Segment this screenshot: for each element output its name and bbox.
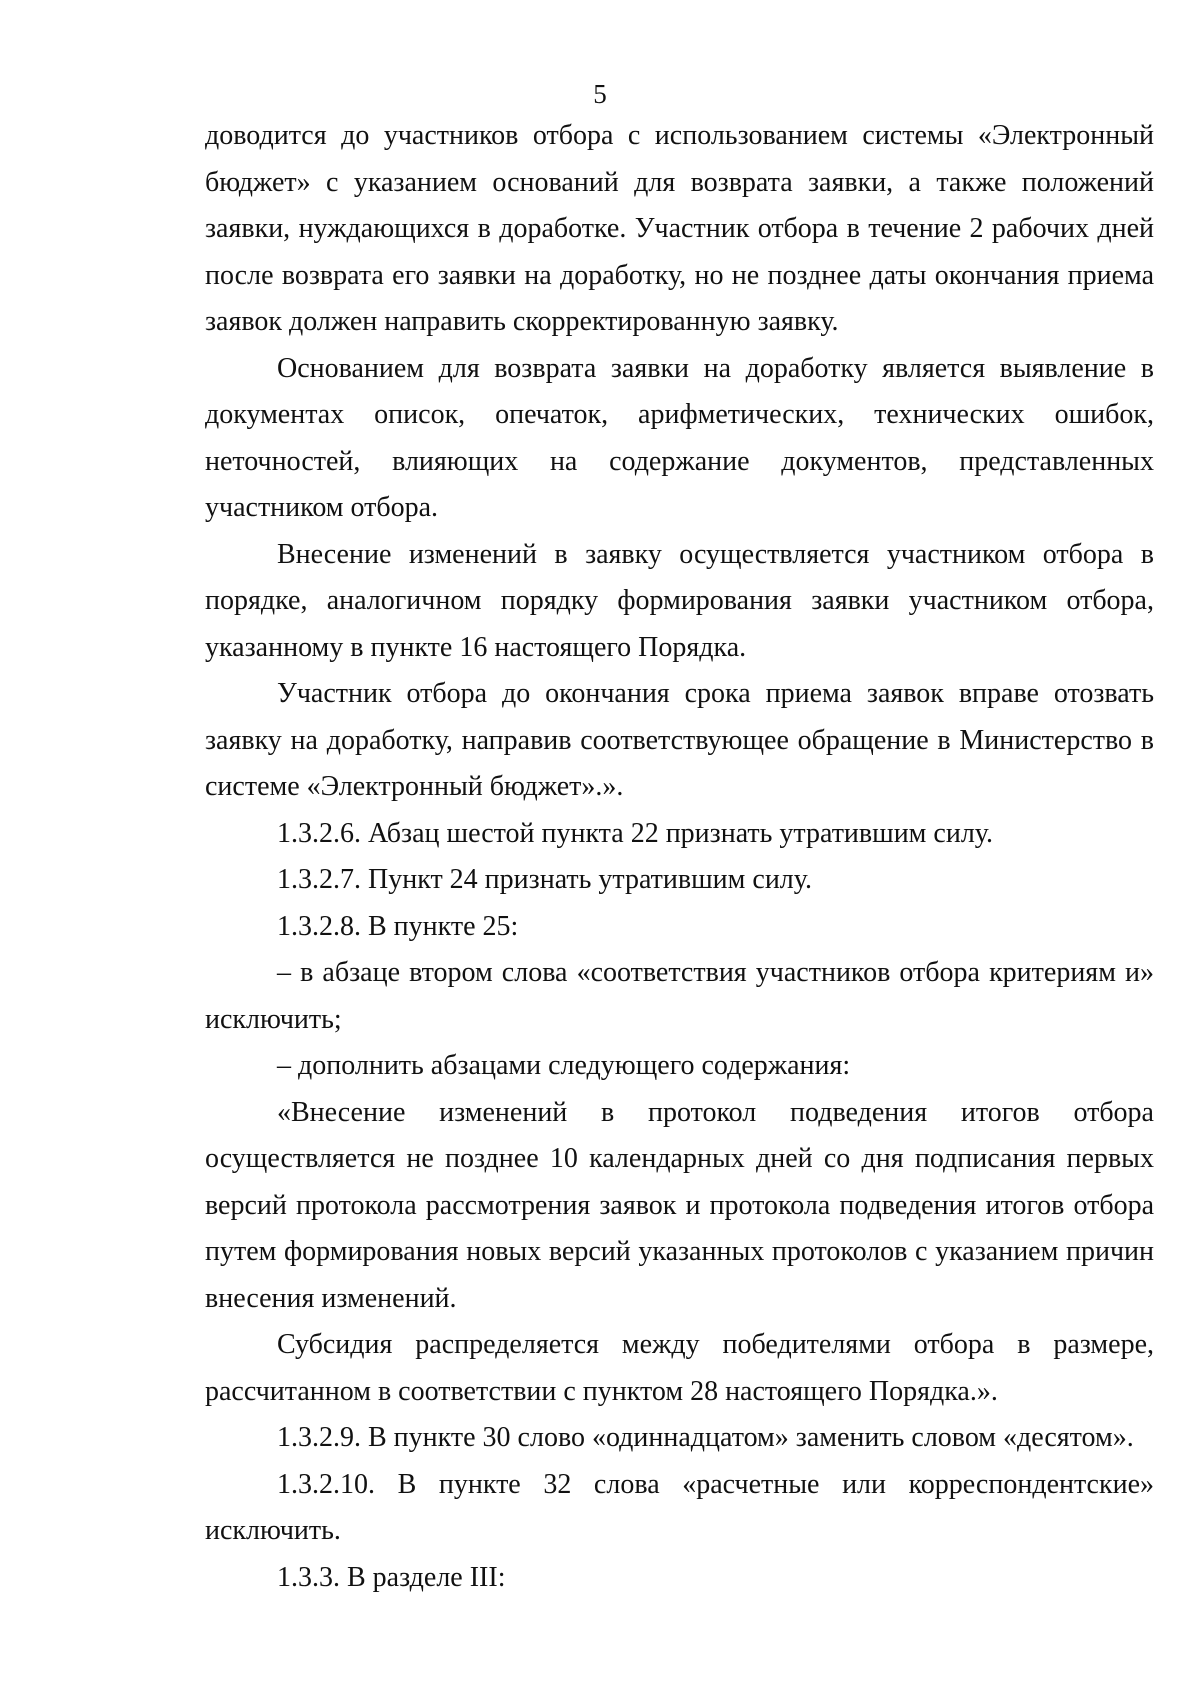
text-line: Субсидия распределяется между победителями отбора в размере,	[277, 1329, 1154, 1360]
paragraph-amendments	[205, 532, 1154, 672]
text-line: неточностей, влияющих на содержание документов, представленных	[205, 445, 1154, 477]
paragraph-subsidy-distribution	[205, 1322, 1154, 1415]
clause-1-3-2-10	[205, 1462, 1154, 1555]
text-line: осуществляется не позднее 10 календарных дней со дня подписания первых	[205, 1143, 1154, 1174]
text-line: Участник отбора до окончания срока приема заявок вправе отозвать	[277, 678, 1154, 709]
paragraph-withdrawal	[205, 671, 1154, 811]
text-line: после возврата его заявки на доработку, но не позднее даты окончания приема	[205, 259, 1154, 291]
text-line: 1.3.2.7. Пункт 24 признать утратившим силу.	[277, 864, 812, 895]
text-line: заявок должен направить скорректированную заявку.	[205, 306, 839, 337]
text-line: 1.3.3. В разделе III:	[277, 1561, 506, 1593]
text-line: 1.3.2.10. В пункте 32 слова «расчетные или корреспондентские»	[277, 1468, 1154, 1500]
text-line: заявки, нуждающихся в доработке. Участник отбора в течение 2 рабочих дней	[205, 213, 1154, 244]
text-line: – в абзаце втором слова «соответствия участников отбора критериям и»	[277, 957, 1154, 988]
text-line: 1.3.2.9. В пункте 30 слово «одиннадцатом» заменить словом «десятом».	[277, 1422, 1134, 1453]
paragraph-protocol-changes	[205, 1090, 1154, 1323]
clause-1-3-2-7	[205, 857, 1154, 904]
text-line: участником отбора.	[205, 492, 439, 523]
clause-1-3-2-6	[205, 811, 1154, 858]
text-line: порядке, аналогичном порядку формирования заявки участником отбора,	[205, 585, 1154, 616]
text-line: бюджет» с указанием оснований для возврата заявки, а также положений	[205, 166, 1154, 198]
text-line: рассчитанном в соответствии с пунктом 28 настоящего Порядка.».	[205, 1375, 998, 1407]
paragraph-return-notice	[205, 113, 1154, 346]
text-line: Основанием для возврата заявки на доработку является выявление в	[277, 352, 1154, 384]
clause-1-3-2-8	[205, 904, 1154, 951]
document-body	[205, 113, 1154, 1601]
text-line: исключить.	[205, 1515, 341, 1546]
text-line: 1.3.2.6. Абзац шестой пункта 22 признать утратившим силу.	[277, 817, 993, 849]
text-line: «Внесение изменений в протокол подведения итогов отбора	[277, 1096, 1154, 1128]
text-line: Внесение изменений в заявку осуществляется участником отбора в	[277, 538, 1154, 570]
clause-1-3-3	[205, 1555, 1154, 1602]
text-line: – дополнить абзацами следующего содержания:	[277, 1050, 851, 1081]
text-line: исключить;	[205, 1003, 342, 1035]
text-line: документах описок, опечаток, арифметических, технических ошибок,	[205, 399, 1154, 430]
subclause-add-paragraphs	[205, 1043, 1154, 1090]
text-line: версий протокола рассмотрения заявок и протокола подведения итогов отбора	[205, 1189, 1154, 1221]
subclause-second-paragraph	[205, 950, 1154, 1043]
text-line: путем формирования новых версий указанных протоколов с указанием причин	[205, 1236, 1154, 1267]
text-line: доводится до участников отбора с использованием системы «Электронный	[205, 120, 1154, 151]
paragraph-return-grounds	[205, 346, 1154, 532]
text-line: заявку на доработку, направив соответствующее обращение в Министерство в	[205, 724, 1154, 756]
page-number: 5	[593, 79, 607, 109]
text-line: 1.3.2.8. В пункте 25:	[277, 910, 519, 942]
text-line: указанному в пункте 16 настоящего Порядка.	[205, 631, 747, 663]
clause-1-3-2-9	[205, 1415, 1154, 1462]
text-line: системе «Электронный бюджет».».	[205, 771, 624, 802]
text-line: внесения изменений.	[205, 1282, 457, 1314]
